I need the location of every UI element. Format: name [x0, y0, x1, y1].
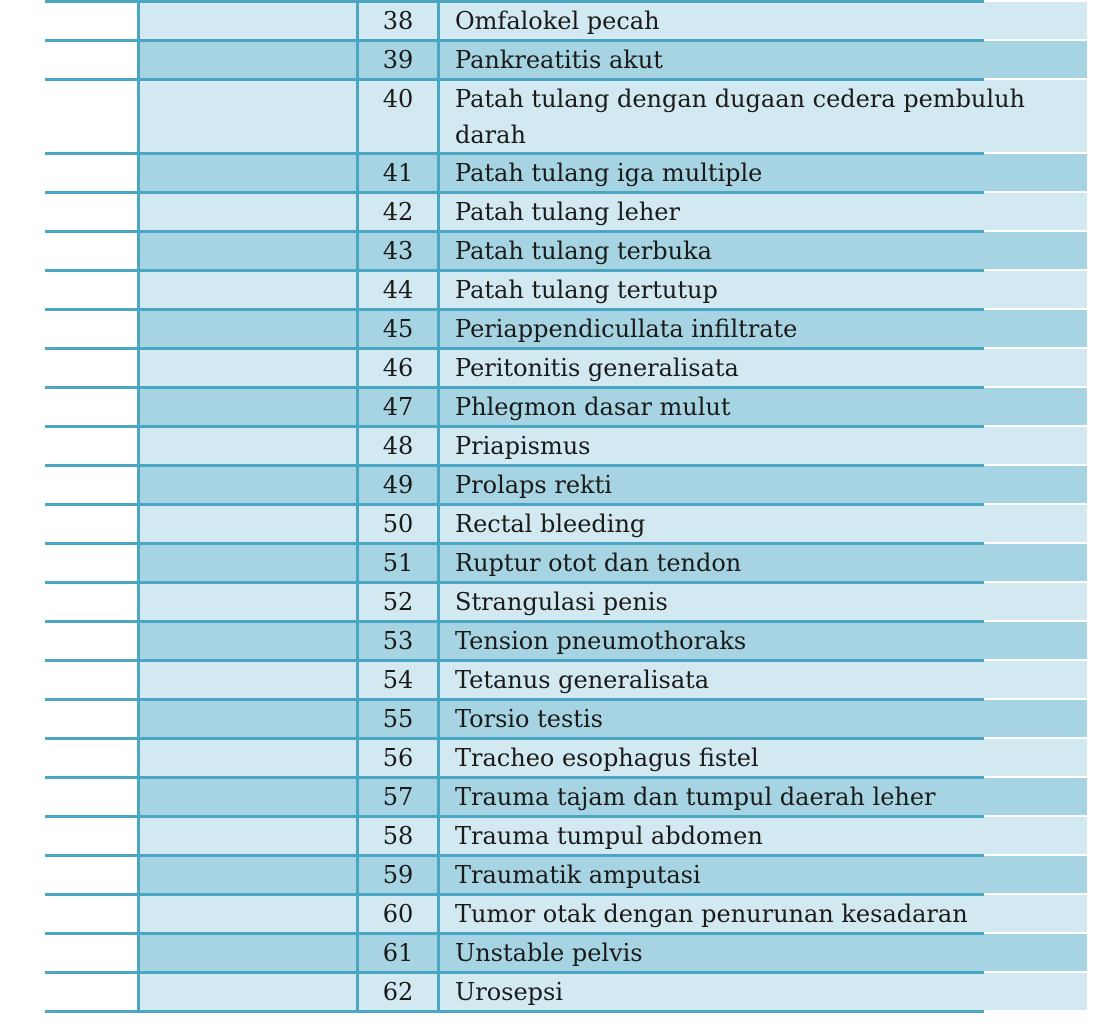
table-row: [0, 388, 1109, 425]
row-diagnosis: Traumatik amputasi: [455, 861, 701, 889]
row-divider: [45, 269, 984, 272]
table-row: [0, 349, 1109, 386]
row-diagnosis: Tetanus generalisata: [455, 666, 710, 694]
row-number: 53: [382, 627, 414, 655]
row-diagnosis: Pankreatitis akut: [455, 46, 663, 74]
row-divider: [45, 971, 984, 974]
table-row: [0, 739, 1109, 776]
row-divider: [45, 308, 984, 311]
row-number: 46: [382, 354, 414, 382]
table-row: [0, 271, 1109, 308]
table-row: [0, 193, 1109, 230]
table-row: [0, 427, 1109, 464]
row-number: 58: [382, 822, 414, 850]
row-diagnosis: Patah tulang dengan dugaan cedera pembuluh darah: [455, 85, 1025, 149]
row-divider: [45, 425, 984, 428]
row-divider: [45, 932, 984, 935]
table-row: [0, 661, 1109, 698]
table-row: [0, 310, 1109, 347]
row-number: 52: [382, 588, 414, 616]
row-diagnosis: Tension pneumothoraks: [455, 627, 747, 655]
table-row: [0, 505, 1109, 542]
table-row: [0, 856, 1109, 893]
column-divider: [437, 0, 440, 1012]
row-divider: [45, 1010, 984, 1013]
row-diagnosis: Patah tulang terbuka: [455, 237, 712, 265]
row-divider: [45, 347, 984, 350]
table-row: [0, 80, 1109, 152]
row-number: 40: [382, 85, 414, 113]
row-divider: [45, 737, 984, 740]
row-divider: [45, 620, 984, 623]
row-diagnosis: Urosepsi: [455, 978, 564, 1006]
row-divider: [45, 39, 984, 42]
row-diagnosis: Patah tulang tertutup: [455, 276, 718, 304]
row-diagnosis: Tumor otak dengan penurunan kesadaran: [455, 900, 968, 928]
table-row: [0, 934, 1109, 971]
row-number: 51: [382, 549, 414, 577]
table-row: [0, 973, 1109, 1010]
table-row: [0, 778, 1109, 815]
row-divider: [45, 776, 984, 779]
row-number: 44: [382, 276, 414, 304]
row-divider: [45, 542, 984, 545]
row-number: 42: [382, 198, 414, 226]
row-number: 54: [382, 666, 414, 694]
row-number: 41: [382, 159, 414, 187]
row-number: 39: [382, 46, 414, 74]
row-number: 59: [382, 861, 414, 889]
row-diagnosis: Tracheo esophagus fistel: [455, 744, 759, 772]
table-row: [0, 154, 1109, 191]
row-diagnosis: Torsio testis: [455, 705, 603, 733]
row-number: 38: [382, 7, 414, 35]
row-number: 62: [382, 978, 414, 1006]
row-divider: [45, 230, 984, 233]
row-divider: [45, 815, 984, 818]
row-number: 57: [382, 783, 414, 811]
table-row: [0, 622, 1109, 659]
row-divider: [45, 893, 984, 896]
table-row: [0, 700, 1109, 737]
row-divider: [45, 854, 984, 857]
row-diagnosis: Periappendicullata infiltrate: [455, 315, 798, 343]
row-divider: [45, 581, 984, 584]
table-row: [0, 544, 1109, 581]
row-number: 47: [382, 393, 414, 421]
row-diagnosis: Ruptur otot dan tendon: [455, 549, 742, 577]
row-diagnosis: Patah tulang iga multiple: [455, 159, 763, 187]
table-row: [0, 466, 1109, 503]
row-divider: [45, 191, 984, 194]
row-divider: [45, 386, 984, 389]
row-divider: [45, 0, 984, 3]
row-diagnosis: Patah tulang leher: [455, 198, 680, 226]
row-diagnosis: Peritonitis generalisata: [455, 354, 739, 382]
row-divider: [45, 698, 984, 701]
row-divider: [45, 503, 984, 506]
table-row: [0, 895, 1109, 932]
table-row: [0, 583, 1109, 620]
table-row: [0, 817, 1109, 854]
row-diagnosis: Rectal bleeding: [455, 510, 646, 538]
row-divider: [45, 464, 984, 467]
row-diagnosis: Omfalokel pecah: [455, 7, 660, 35]
row-number: 49: [382, 471, 414, 499]
row-number: 45: [382, 315, 414, 343]
row-number: 48: [382, 432, 414, 460]
column-divider: [356, 0, 359, 1012]
row-divider: [45, 152, 984, 155]
column-divider: [137, 0, 140, 1012]
row-divider: [45, 659, 984, 662]
row-diagnosis: Trauma tumpul abdomen: [455, 822, 763, 850]
row-diagnosis: Trauma tajam dan tumpul daerah leher: [455, 783, 936, 811]
row-diagnosis: Unstable pelvis: [455, 939, 643, 967]
row-number: 50: [382, 510, 414, 538]
row-number: 60: [382, 900, 414, 928]
row-number: 43: [382, 237, 414, 265]
table-row: [0, 41, 1109, 78]
row-number: 55: [382, 705, 414, 733]
table-row: [0, 232, 1109, 269]
row-diagnosis: Priapismus: [455, 432, 591, 460]
row-diagnosis: Prolaps rekti: [455, 471, 612, 499]
row-number: 61: [382, 939, 414, 967]
row-number: 56: [382, 744, 414, 772]
row-diagnosis: Phlegmon dasar mulut: [455, 393, 731, 421]
row-divider: [45, 78, 984, 81]
table-row: [0, 2, 1109, 39]
row-diagnosis: Strangulasi penis: [455, 588, 668, 616]
